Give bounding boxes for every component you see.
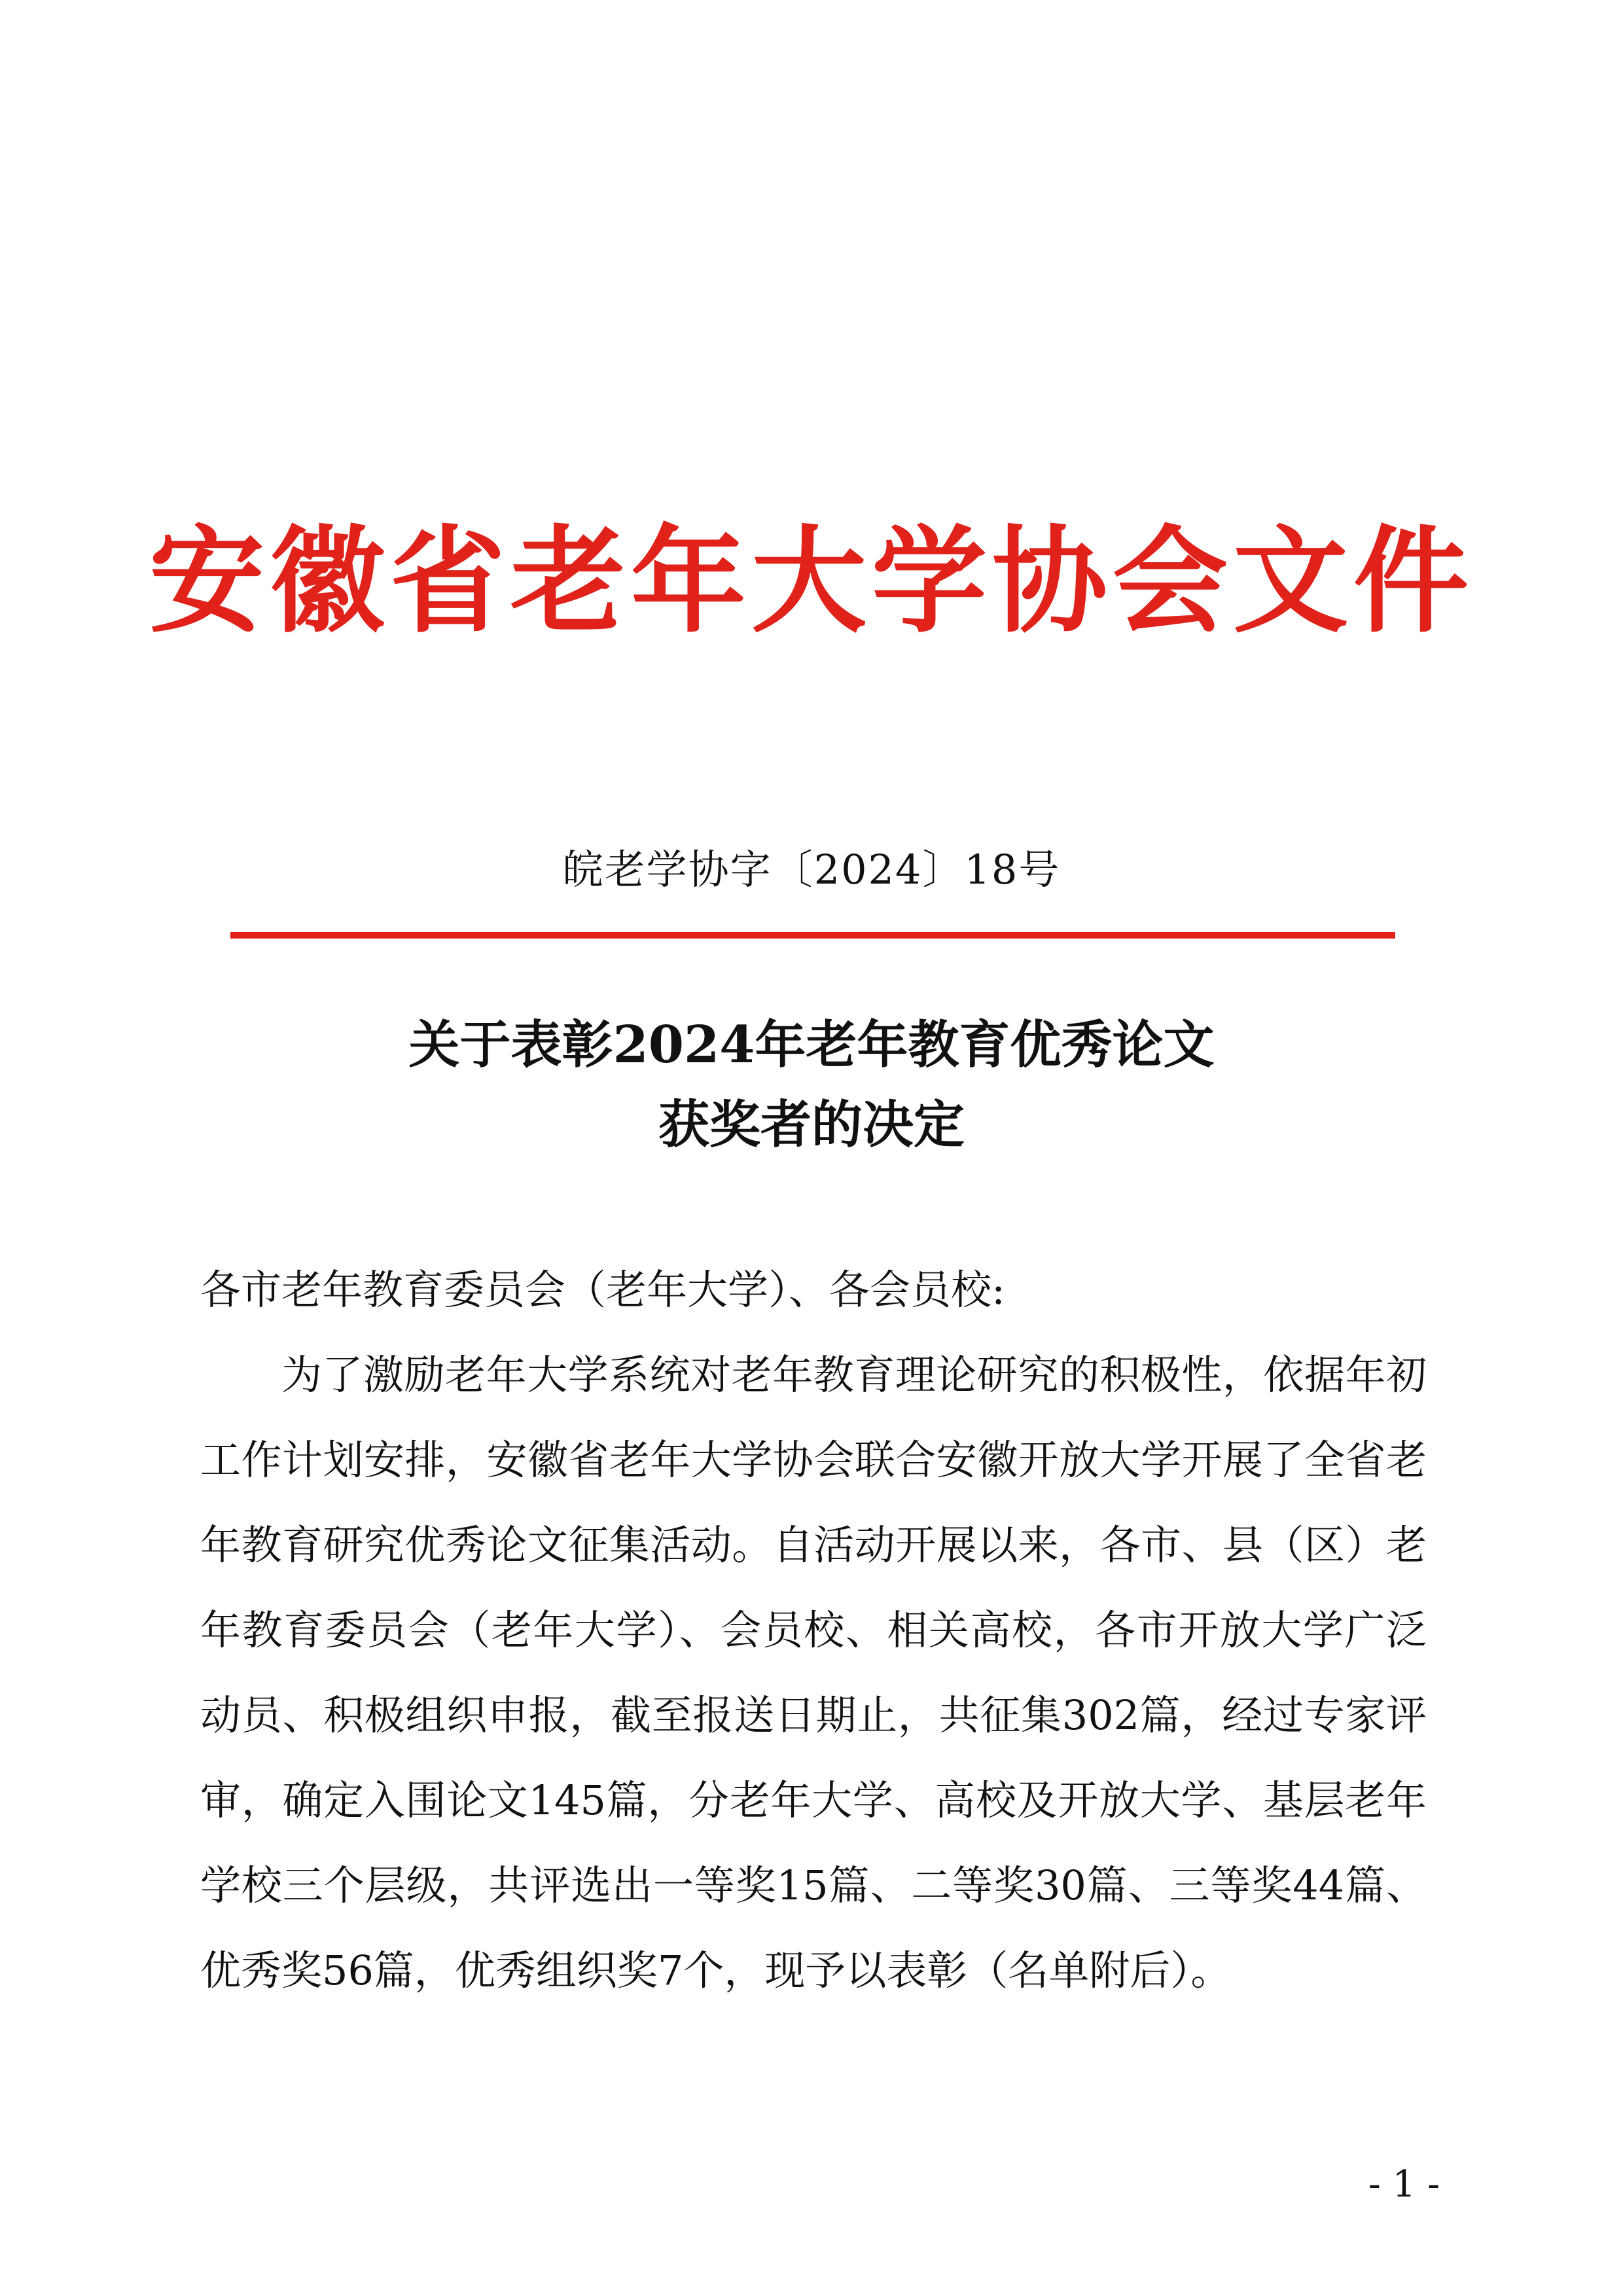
subject-line-1: 关于表彰2024年老年教育优秀论文 xyxy=(408,1015,1215,1075)
document-subject xyxy=(0,1005,1623,1165)
issuing-organization-header: 安徽省老年大学协会文件 xyxy=(149,513,1474,649)
document-number: 皖老学协字〔2024〕18号 xyxy=(562,846,1061,893)
salutation: 各市老年教育委员会（老年大学）、各会员校: xyxy=(200,1266,1005,1314)
document-body xyxy=(200,1247,1427,2013)
subject-line-2: 获奖者的决定 xyxy=(658,1095,965,1155)
body-paragraph: 为了激励老年大学系统对老年教育理论研究的积极性，依据年初工作计划安排，安徽省老年大学协会联合安徽开放大学开展了全省老年教育研究优秀论文征集活动。自活动开展以来，各市、县（区）老年教育委员会（老年大学）、会员校、相关高校，各市开放大学广泛动员、积极组织申报，截至报送日期止，共征集302篇，经过专家评审，确定入围论文145篇，分老年大学、高校及开放大学、基层老年学校三个层级，共评选出一等奖15篇、二等奖30篇、三等奖44篇、优秀奖56篇，优秀组织奖7个，现予以表彰（名单附后）。 xyxy=(200,1351,1427,1994)
page-number: - 1 - xyxy=(1368,2163,1440,2206)
red-divider-rule xyxy=(230,932,1395,939)
